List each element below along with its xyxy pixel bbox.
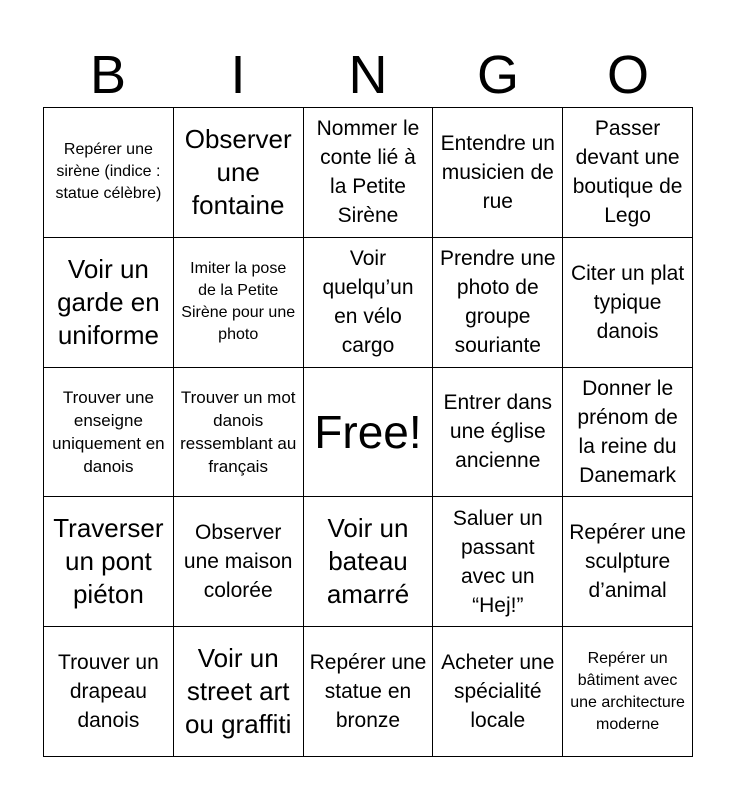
bingo-header (43, 44, 693, 106)
bingo-cell[interactable]: Entrer dans une église ancienne (433, 368, 563, 498)
bingo-cell[interactable]: Repérer une sculpture d’animal (563, 497, 693, 627)
header-letter-i: I (230, 45, 246, 105)
bingo-cell[interactable]: Donner le prénom de la reine du Danemark (563, 368, 693, 498)
bingo-cell[interactable]: Imiter la pose de la Petite Sirène pour une photo (174, 238, 304, 368)
bingo-cell[interactable]: Voir quelqu’un en vélo cargo (304, 238, 434, 368)
bingo-cell[interactable]: Voir un street art ou graffiti (174, 627, 304, 757)
bingo-cell[interactable]: Trouver un mot danois ressemblant au français (174, 368, 304, 498)
bingo-cell[interactable]: Repérer une statue en bronze (304, 627, 434, 757)
header-letter-o: O (606, 45, 649, 105)
header-letter-b: B (89, 45, 127, 105)
bingo-cell[interactable]: Repérer une sirène (indice : statue célèbre) (44, 108, 174, 238)
bingo-cell[interactable]: Nommer le conte lié à la Petite Sirène (304, 108, 434, 238)
free-space-cell[interactable]: Free! (304, 368, 434, 498)
bingo-cell[interactable]: Repérer un bâtiment avec une architecture moderne (563, 627, 693, 757)
bingo-cell[interactable]: Voir un garde en uniforme (44, 238, 174, 368)
bingo-cell[interactable]: Observer une maison colorée (174, 497, 304, 627)
bingo-cell[interactable]: Trouver une enseigne uniquement en danois (44, 368, 174, 498)
bingo-cell[interactable]: Traverser un pont piéton (44, 497, 174, 627)
header-letter-n: N (348, 45, 388, 105)
bingo-cell[interactable]: Trouver un drapeau danois (44, 627, 174, 757)
header-letter-g: G (476, 45, 519, 105)
bingo-cell[interactable]: Prendre une photo de groupe souriante (433, 238, 563, 368)
bingo-grid (43, 107, 693, 757)
bingo-cell[interactable]: Observer une fontaine (174, 108, 304, 238)
bingo-cell[interactable]: Voir un bateau amarré (304, 497, 434, 627)
bingo-cell[interactable]: Acheter une spécialité locale (433, 627, 563, 757)
bingo-cell[interactable]: Entendre un musicien de rue (433, 108, 563, 238)
bingo-cell[interactable]: Saluer un passant avec un “Hej!” (433, 497, 563, 627)
bingo-cell[interactable]: Passer devant une boutique de Lego (563, 108, 693, 238)
bingo-cell[interactable]: Citer un plat typique danois (563, 238, 693, 368)
